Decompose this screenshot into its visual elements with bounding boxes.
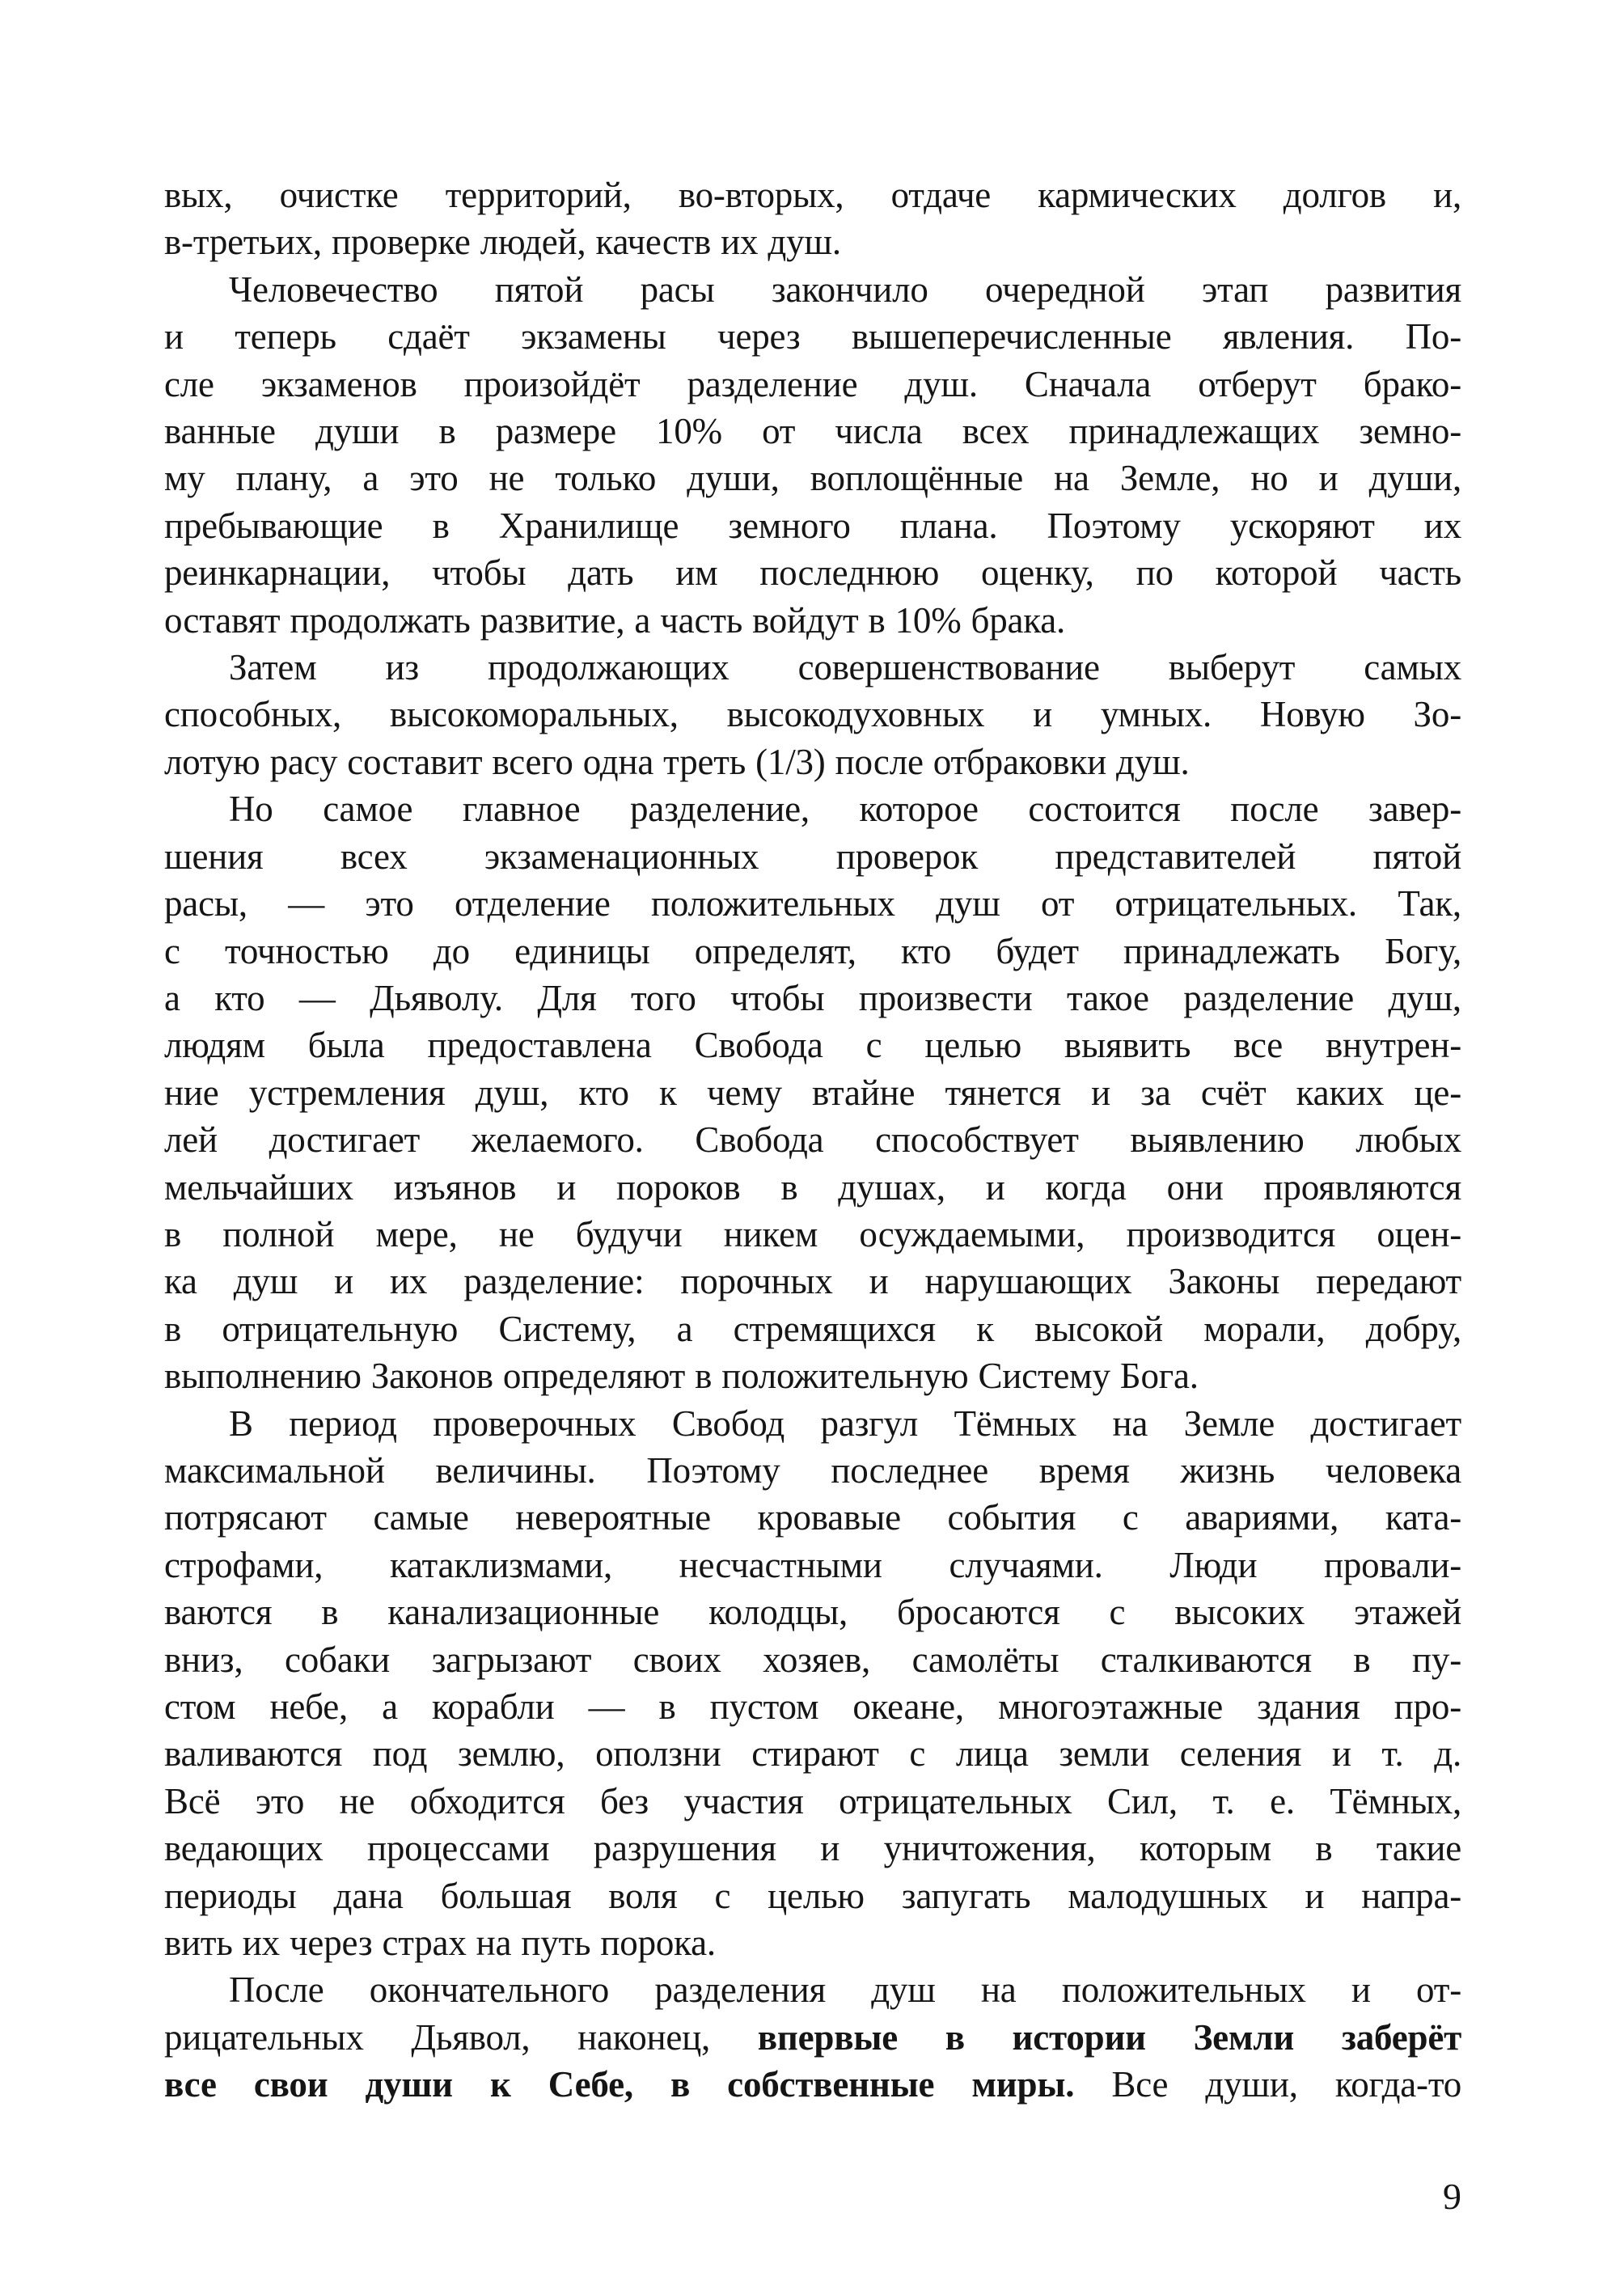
text-line <box>164 1494 1461 1541</box>
text-run: в полной мере, не будучи никем осуждаемыми, производится оцен- <box>164 1213 1461 1254</box>
text-run: ние устремления душ, кто к чему втайне тянется и за счёт каких це- <box>164 1072 1461 1113</box>
text-line <box>164 1589 1461 1635</box>
page-number: 9 <box>1443 2176 1461 2217</box>
text-run: ка душ и их разделение: порочных и нарушающих Законы передают <box>164 1261 1461 1302</box>
text-run: строфами, катаклизмами, несчастными случаями. Люди провали- <box>164 1544 1461 1585</box>
text-line <box>164 218 1461 265</box>
text-run: му плану, а это не только души, воплощённые на Земле, но и души, <box>164 458 1461 499</box>
text-run: вниз, собаки загрызают своих хозяев, самолёты сталкиваются в пу- <box>164 1639 1461 1680</box>
text-run: выполнению Законов определяют в положительную Систему Бога. <box>164 1356 1199 1397</box>
text-run: Затем из продолжающих совершенствование выберут самых <box>229 647 1461 688</box>
text-line <box>164 644 1461 691</box>
text-line <box>164 833 1461 880</box>
text-line <box>164 313 1461 360</box>
text-run-bold: все свои души к Себе, в собственные миры. <box>164 2064 1075 2105</box>
text-line <box>164 975 1461 1022</box>
text-line <box>164 1022 1461 1068</box>
text-run: ваются в канализационные колодцы, бросаются с высоких этажей <box>164 1592 1461 1633</box>
text-line <box>164 1683 1461 1730</box>
text-run: стом небе, а корабли — в пустом океане, многоэтажные здания про- <box>164 1686 1461 1727</box>
text-line <box>164 1116 1461 1163</box>
text-line <box>164 691 1461 738</box>
text-run: расы, — это отделение положительных душ от отрицательных. Так, <box>164 883 1461 924</box>
text-run: сле экзаменов произойдёт разделение душ. Сначала отберут брако- <box>164 363 1461 404</box>
text-line <box>164 1919 1461 1966</box>
text-run: рицательных Дьявол, наконец, <box>164 2016 758 2058</box>
text-line <box>164 2014 1461 2061</box>
text-line <box>164 549 1461 596</box>
text-line <box>164 1258 1461 1305</box>
text-line <box>164 1872 1461 1919</box>
text-block <box>164 171 1461 2109</box>
text-line <box>164 1400 1461 1447</box>
text-line <box>164 1211 1461 1258</box>
text-run: Все души, когда-то <box>1074 2064 1461 2105</box>
text-line <box>164 408 1461 455</box>
text-line <box>164 597 1461 644</box>
text-run: пребывающие в Хранилище земного плана. Поэтому ускоряют их <box>164 505 1461 546</box>
text-line <box>164 880 1461 927</box>
text-line <box>164 361 1461 408</box>
text-run: ведающих процессами разрушения и уничтожения, которым в такие <box>164 1828 1461 1869</box>
text-run: Человечество пятой расы закончило очередной этап развития <box>229 269 1461 310</box>
text-run: способных, высокоморальных, высокодуховных и умных. Новую Зо- <box>164 694 1461 735</box>
text-run: в-третьих, проверке людей, качеств их душ. <box>164 222 841 263</box>
text-run-bold: впервые в истории Земли заберёт <box>757 2016 1461 2058</box>
text-run: Всё это не обходится без участия отрицательных Сил, т. е. Тёмных, <box>164 1780 1461 1821</box>
text-line <box>164 2061 1461 2108</box>
text-run: В период проверочных Свобод разгул Тёмных на Земле достигает <box>229 1402 1461 1444</box>
text-run: оставят продолжать развитие, а часть войдут в 10% брака. <box>164 599 1066 641</box>
text-line <box>164 1825 1461 1872</box>
text-run: лей достигает желаемого. Свобода способствует выявлению любых <box>164 1119 1461 1161</box>
text-run: вых, очистке территорий, во-вторых, отдаче кармических долгов и, <box>164 175 1461 215</box>
text-run: реинкарнации, чтобы дать им последнюю оценку, по которой часть <box>164 552 1461 594</box>
text-run: мельчайших изъянов и пороков в душах, и когда они проявляются <box>164 1166 1461 1208</box>
text-run: После окончательного разделения душ на положительных и от- <box>229 1969 1461 2011</box>
text-line <box>164 1352 1461 1399</box>
text-run: с точностью до единицы определят, кто будет принадлежать Богу, <box>164 930 1461 971</box>
text-run: периоды дана большая воля с целью запугать малодушных и напра- <box>164 1875 1461 1916</box>
text-run: валиваются под землю, оползни стирают с лица земли селения и т. д. <box>164 1733 1461 1775</box>
text-line <box>164 785 1461 832</box>
text-run: потрясают самые невероятные кровавые события с авариями, ката- <box>164 1497 1461 1538</box>
text-run: шения всех экзаменационных проверок представителей пятой <box>164 836 1461 877</box>
text-line <box>164 1542 1461 1589</box>
text-line <box>164 1636 1461 1683</box>
text-line <box>164 928 1461 975</box>
text-run: Но самое главное разделение, которое состоится после завер- <box>229 789 1461 830</box>
text-line <box>164 1164 1461 1211</box>
text-run: максимальной величины. Поэтому последнее время жизнь человека <box>164 1449 1461 1491</box>
text-line <box>164 455 1461 501</box>
text-line <box>164 1305 1461 1352</box>
text-run: а кто — Дьяволу. Для того чтобы произвести такое разделение душ, <box>164 977 1461 1018</box>
text-run: и теперь сдаёт экзамены через вышеперечисленные явления. По- <box>164 316 1461 357</box>
text-line <box>164 171 1461 218</box>
text-run: лотую расу составит всего одна треть (1/3) после отбраковки душ. <box>164 741 1190 782</box>
text-line <box>164 266 1461 313</box>
text-line <box>164 1778 1461 1825</box>
text-line <box>164 502 1461 549</box>
text-run: людям была предоставлена Свобода с целью выявить все внутрен- <box>164 1025 1461 1066</box>
text-line <box>164 738 1461 785</box>
text-line <box>164 1069 1461 1116</box>
text-line <box>164 1447 1461 1494</box>
text-run: в отрицательную Систему, а стремящихся к высокой морали, добру, <box>164 1308 1461 1349</box>
text-run: вить их через страх на путь порока. <box>164 1923 716 1964</box>
text-line <box>164 1730 1461 1777</box>
text-run: ванные души в размере 10% от числа всех принадлежащих земно- <box>164 411 1461 452</box>
text-line <box>164 1966 1461 2013</box>
